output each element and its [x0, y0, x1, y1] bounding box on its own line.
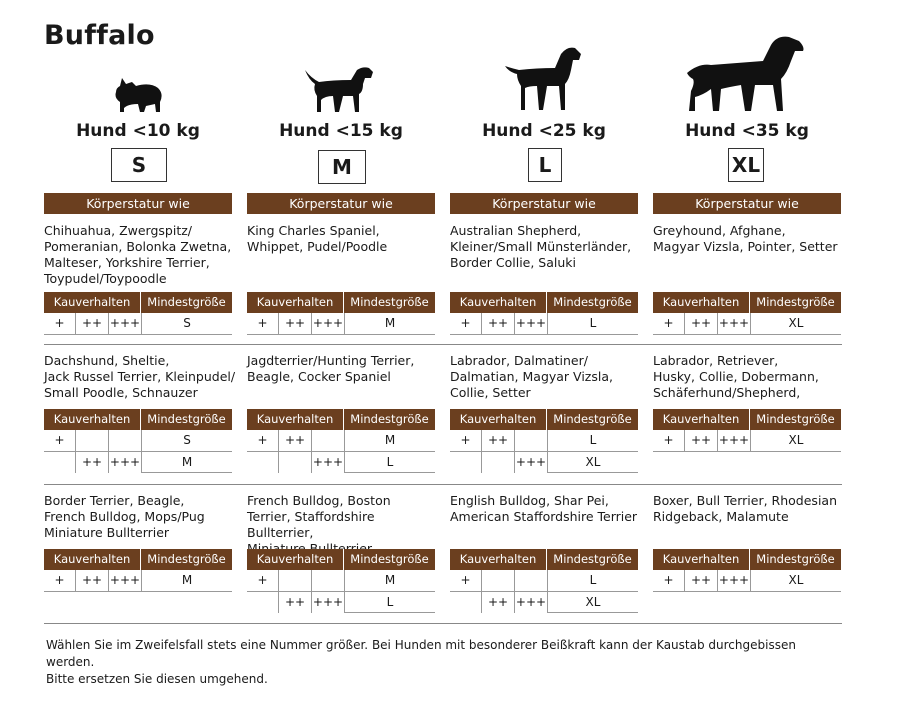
breed-list: Labrador, Retriever, Husky, Collie, Dobermann, Schäferhund/Shepherd, [653, 353, 819, 400]
chew-table [44, 409, 232, 473]
koerperstatur-header: Körperstatur wie [44, 193, 232, 214]
chew-table [653, 409, 841, 452]
table-row: + ++ +++ XL [653, 570, 841, 592]
mindest-header: Mindestgröße [553, 295, 632, 309]
table-row: +++ L [247, 452, 435, 473]
chew-table [247, 549, 435, 613]
table-row: ++ +++ XL [450, 592, 638, 613]
mindest-header: Mindestgröße [147, 412, 226, 426]
mindest-header: Mindestgröße [756, 552, 835, 566]
mindest-header: Mindestgröße [147, 552, 226, 566]
table-row: +++ XL [450, 452, 638, 473]
table-row: + ++ +++ XL [653, 313, 841, 335]
kauverhalten-header: Kauverhalten [450, 409, 547, 430]
kauverhalten-header: Kauverhalten [653, 549, 750, 570]
size-box: M [318, 150, 366, 184]
weight-label: Hund <10 kg [76, 121, 200, 141]
breed-list: French Bulldog, Boston Terrier, Staffordshire Bullterrier, [247, 493, 391, 540]
breed-list: King Charles Spaniel, Whippet, Pudel/Poodle [247, 223, 388, 254]
chew-table [44, 292, 232, 335]
kauverhalten-header: Kauverhalten [44, 292, 141, 313]
breed-list: Greyhound, Afghane, Magyar Vizsla, Pointer, Setter [653, 223, 838, 254]
koerperstatur-header: Körperstatur wie [247, 193, 435, 214]
mindest-header: Mindestgröße [147, 295, 226, 309]
breed-list: Boxer, Bull Terrier, Rhodesian Ridgeback, Malamute [653, 493, 838, 524]
weight-label: Hund <25 kg [482, 121, 606, 141]
kauverhalten-header: Kauverhalten [44, 549, 141, 570]
page-title: Buffalo [44, 20, 155, 51]
mindest-header: Mindestgröße [350, 295, 429, 309]
size-box: L [528, 148, 562, 182]
mindest-header: Mindestgröße [756, 412, 835, 426]
table-row: + ++ +++ M [247, 313, 435, 335]
chew-table [450, 292, 638, 335]
table-row: + ++ +++ XL [653, 430, 841, 452]
table-row: + ++ +++ S [44, 313, 232, 335]
table-row: + ++ +++ L [450, 313, 638, 335]
large-dog-icon [450, 44, 638, 114]
xl-dog-icon [653, 33, 841, 113]
mindest-header: Mindestgröße [553, 412, 632, 426]
breed-list: Labrador, Dalmatiner/ Dalmatian, Magyar Vizsla, Collie, Setter [450, 353, 613, 400]
section-divider [44, 344, 842, 345]
chew-table [247, 292, 435, 335]
size-box: XL [728, 148, 764, 182]
chew-table [450, 549, 638, 613]
mindest-header: Mindestgröße [350, 412, 429, 426]
chew-table [44, 549, 232, 592]
mindest-header: Mindestgröße [553, 552, 632, 566]
section-divider [44, 623, 842, 624]
table-row: + ++ +++ M [44, 570, 232, 592]
table-row: + ++ M [247, 430, 435, 452]
chew-table [450, 409, 638, 473]
footer-note: Wählen Sie im Zweifelsfall stets eine Nummer größer. Bei Hunden mit besonderer Beißkraft kann der Kaustab durchgebissen werden. Bitte ersetzen Sie diesen umgehend. [46, 638, 796, 686]
kauverhalten-header: Kauverhalten [247, 549, 344, 570]
medium-dog-icon [247, 62, 435, 116]
chew-table [653, 549, 841, 592]
kauverhalten-header: Kauverhalten [653, 292, 750, 313]
table-row: + L [450, 570, 638, 592]
kauverhalten-header: Kauverhalten [44, 409, 141, 430]
kauverhalten-header: Kauverhalten [247, 292, 344, 313]
size-box: S [111, 148, 167, 182]
kauverhalten-header: Kauverhalten [450, 292, 547, 313]
chew-table [653, 292, 841, 335]
kauverhalten-header: Kauverhalten [653, 409, 750, 430]
koerperstatur-header: Körperstatur wie [653, 193, 841, 214]
table-row: + M [247, 570, 435, 592]
small-dog-icon [44, 72, 232, 114]
breed-list: Border Terrier, Beagle, French Bulldog, Mops/Pug Miniature Bullterrier [44, 493, 205, 540]
table-row: ++ +++ M [44, 452, 232, 473]
breed-list: English Bulldog, Shar Pei, American Staffordshire Terrier [450, 493, 638, 524]
kauverhalten-header: Kauverhalten [247, 409, 344, 430]
weight-label: Hund <35 kg [685, 121, 809, 141]
chew-table [247, 409, 435, 473]
kauverhalten-header: Kauverhalten [450, 549, 547, 570]
mindest-header: Mindestgröße [756, 295, 835, 309]
table-row: ++ +++ L [247, 592, 435, 613]
breed-list: Australian Shepherd, Kleiner/Small Münsterländer, Border Collie, Saluki [450, 223, 632, 270]
table-row: + ++ L [450, 430, 638, 452]
breed-list: Chihuahua, Zwergspitz/ Pomeranian, Bolonka Zwetna, Malteser, Yorkshire Terrier, Toypudel/Toypoodle [44, 223, 232, 286]
weight-label: Hund <15 kg [279, 121, 403, 141]
koerperstatur-header: Körperstatur wie [450, 193, 638, 214]
section-divider [44, 484, 842, 485]
mindest-header: Mindestgröße [350, 552, 429, 566]
breed-list: Jagdterrier/Hunting Terrier, Beagle, Cocker Spaniel [247, 353, 415, 384]
breed-list: Dachshund, Sheltie, Jack Russel Terrier, Kleinpudel/ Small Poodle, Schnauzer [44, 353, 236, 400]
table-row: + S [44, 430, 232, 452]
